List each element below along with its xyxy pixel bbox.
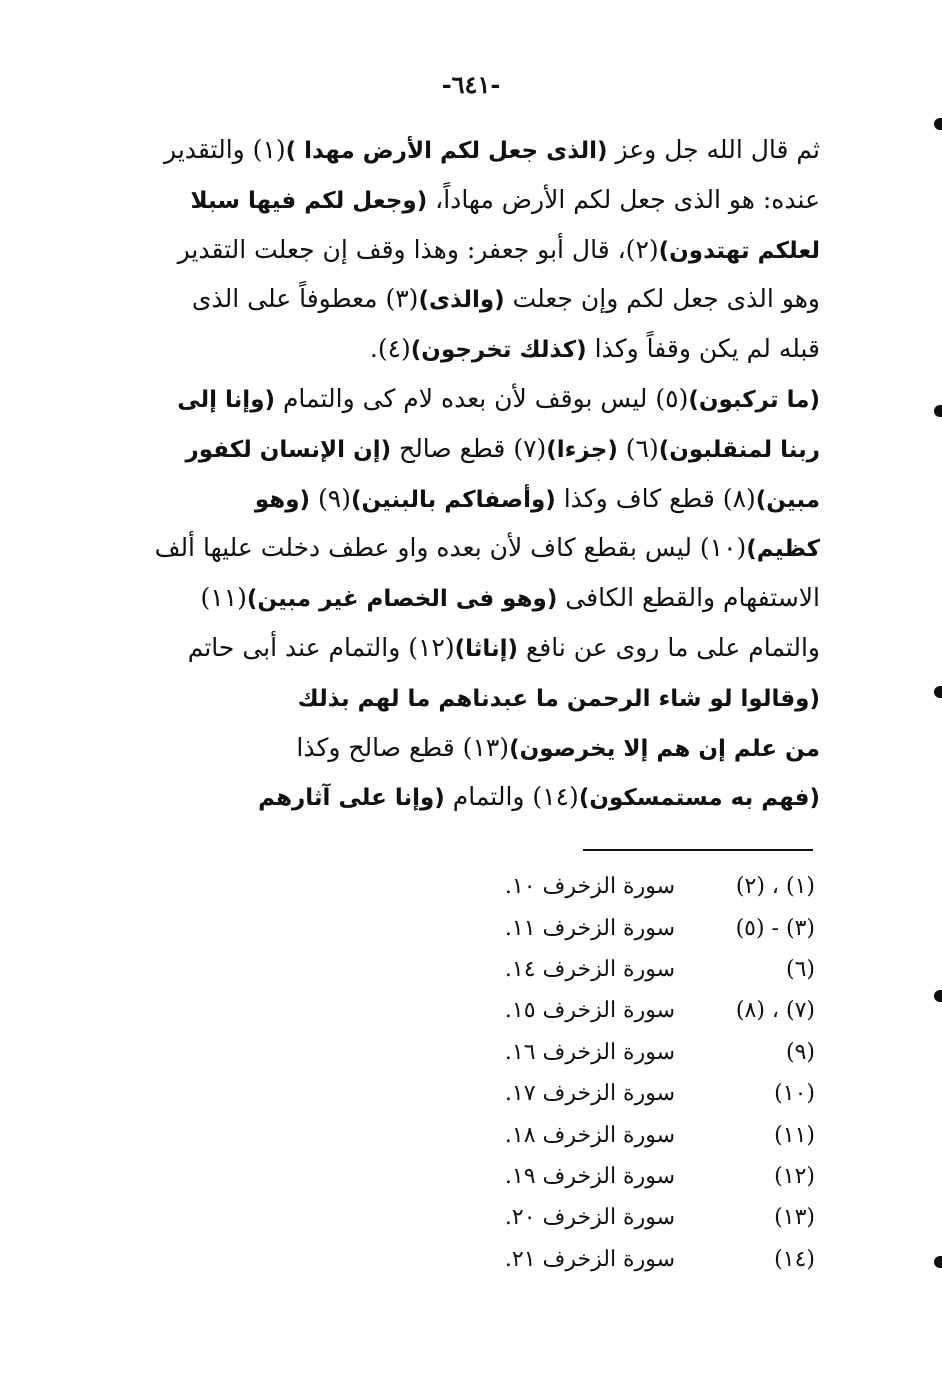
text-run: (٩) [310, 483, 351, 513]
footnote-item [470, 1073, 815, 1114]
quran-quote: (إناثا) [454, 635, 519, 662]
text-line [105, 673, 820, 723]
quran-quote: لعلكم تهتدون) [658, 237, 820, 264]
text-run: وهو الذى جعل لكم وإن جعلت [504, 284, 820, 314]
footnote-text: سورة الزخرف ١٨. [504, 1122, 675, 1148]
footnote-text: سورة الزخرف ٢١. [504, 1246, 675, 1272]
footnote-item [470, 1239, 815, 1280]
quran-quote: (كذلك تخرجون) [410, 337, 587, 364]
footnote-text: سورة الزخرف ١٧. [504, 1081, 675, 1107]
text-run: الاستفهام والقطع الكافى [557, 583, 820, 613]
text-run: (٥) ليس بوقف لأن بعده لام كى والتمام [275, 383, 689, 413]
text-run: (١٢) والتمام عند أبى حاتم [187, 632, 455, 662]
quran-quote: (والذى) [418, 287, 505, 314]
quran-quote: (وإنا على آثارهم [258, 785, 445, 812]
footnote-text: سورة الزخرف ١٩. [504, 1163, 675, 1189]
footnote-text: سورة الزخرف ١١. [504, 915, 675, 941]
quran-quote: كظيم) [746, 536, 820, 563]
footnote-item [470, 990, 815, 1031]
quran-quote: (الذى جعل لكم الأرض مهدا ) [285, 138, 608, 164]
text-line [105, 125, 820, 175]
text-run: (٧) قطع صالح [391, 433, 547, 463]
quran-quote: (وهو فى الخصام غير مبين) [246, 586, 558, 613]
text-line [105, 274, 820, 324]
text-line [105, 573, 820, 623]
binding-hole-mark [934, 118, 942, 130]
quran-quote: (جزءا) [546, 436, 618, 463]
text-run: (١) والتقدير [164, 135, 286, 164]
text-run: ثم قال الله جل وعز [607, 135, 820, 164]
text-line [105, 523, 820, 573]
footnote-item [470, 866, 815, 907]
text-line [105, 374, 820, 424]
quran-quote: (ما تركبون) [688, 386, 820, 413]
footnote-text: سورة الزخرف ١٤. [504, 956, 675, 982]
footnote-text: سورة الزخرف ١٠. [504, 874, 675, 900]
binding-hole-mark [934, 990, 942, 1002]
footnote-ref: (٣) - (٥) [735, 915, 815, 941]
text-run: (١١) [200, 583, 247, 613]
binding-hole-mark [934, 405, 942, 417]
text-line [105, 424, 820, 474]
footnote-ref: (١) ، (٢) [735, 874, 815, 900]
footnote-ref: (١٠) [774, 1081, 815, 1107]
footnote-item [470, 1156, 815, 1197]
text-run: (٤). [369, 334, 411, 364]
text-line [105, 623, 820, 673]
body-text [105, 125, 820, 822]
footnote-ref: (٩) [785, 1039, 815, 1065]
text-run: (٨) قطع كاف وكذا [555, 483, 756, 513]
footnote-ref: (١٢) [774, 1163, 815, 1189]
text-run: عنده: هو الذى جعل لكم الأرض مهاداً، [427, 184, 820, 214]
text-run: (١٠) ليس بقطع كاف لأن بعده واو عطف دخلت عليها ألف [154, 533, 747, 563]
quran-quote: (وقالوا لو شاء الرحمن ما عبدناهم ما لهم بذلك [297, 685, 820, 712]
footnote-text: سورة الزخرف ١٥. [504, 998, 675, 1024]
footnotes [470, 866, 815, 1280]
footnote-item [470, 1114, 815, 1155]
text-run: (١٤) والتمام [444, 782, 579, 812]
text-line [105, 772, 820, 822]
footnote-divider [583, 849, 813, 851]
quran-quote: (وإنا إلى [177, 386, 275, 413]
text-line [105, 324, 820, 374]
footnote-item [470, 949, 815, 990]
binding-hole-mark [934, 686, 942, 698]
text-line [105, 474, 820, 524]
text-run: (٦) [617, 433, 659, 463]
quran-quote: ربنا لمنقلبون) [658, 436, 820, 463]
quran-quote: (وأصفاكم بالبنين) [350, 486, 556, 513]
text-line [105, 175, 820, 225]
text-run: (٣) معطوفاً على الذى [191, 284, 419, 314]
footnote-item [470, 907, 815, 948]
quran-quote: (فهم به مستمسكون) [578, 785, 820, 812]
text-run: (٢)، قال أبو جعفر: وهذا وقف إن جعلت التقدير [177, 234, 659, 264]
binding-hole-mark [934, 1256, 942, 1268]
footnote-item [470, 1197, 815, 1238]
footnote-ref: (١١) [774, 1122, 815, 1148]
text-run: (١٣) قطع صالح وكذا [296, 732, 510, 762]
quran-quote: مبين) [755, 486, 820, 513]
page-number: -٦٤١- [441, 70, 501, 99]
text-line [105, 225, 820, 275]
footnote-text: سورة الزخرف ٢٠. [504, 1205, 675, 1231]
quran-quote: (وهو [254, 486, 311, 513]
quran-quote: من علم إن هم إلا يخرصون) [509, 735, 820, 762]
footnote-text: سورة الزخرف ١٦. [504, 1039, 675, 1065]
footnote-ref: (٦) [785, 956, 815, 982]
footnote-ref: (١٣) [774, 1205, 815, 1231]
text-run: قبله لم يكن وقفاً وكذا [586, 334, 820, 364]
quran-quote: (إن الإنسان لكفور [185, 436, 392, 463]
quran-quote: (وجعل لكم فيها سبلا [190, 187, 428, 214]
footnote-ref: (١٤) [774, 1246, 815, 1272]
footnote-item [470, 1032, 815, 1073]
text-run: والتمام على ما روى عن نافع [518, 632, 820, 662]
text-line [105, 723, 820, 773]
footnote-ref: (٧) ، (٨) [735, 998, 815, 1024]
